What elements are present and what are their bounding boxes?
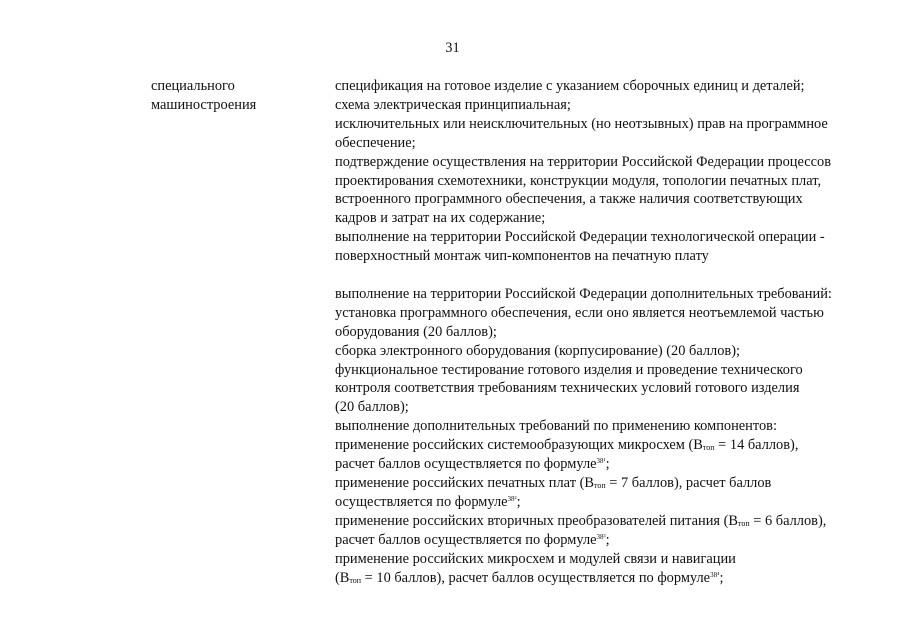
formula-line: применение российских системообразующих микросхем ($B_{топ} = 14$ баллов), [335,437,799,454]
paragraph-gap [335,266,875,285]
requirement-line: спецификация на готовое изделие с указанием сборочных единиц и деталей; [335,78,805,94]
category-line: машиностроения [151,96,257,113]
requirement-line: функциональное тестирование готового изделия и проведение технического [335,361,803,378]
formula-line: расчет баллов осуществляется по формуле$^{38^3}$; [335,531,610,548]
requirement-line: установка программного обеспечения, если оно является неотъемлемой частью [335,304,824,321]
category-column [151,77,321,115]
formula-line: расчет баллов осуществляется по формуле$^{38^1}$; [335,456,610,473]
requirement-line: встроенного программного обеспечения, а также наличия соответствующих [335,191,803,208]
page-number: 31 [445,40,460,56]
footnote-ref: 38² [507,494,517,503]
formula-line: ($B_{топ} = 10$ баллов), расчет баллов осуществляется по формуле$^{38^4}$; [335,569,724,586]
requirement-line: выполнение дополнительных требований по применению компонентов: [335,418,777,435]
requirement-line: проектирования схемотехники, конструкции модуля, топологии печатных плат, [335,172,822,189]
formula-line: применение российских микросхем и модулей связи и навигации [335,550,736,567]
requirement-line: выполнение на территории Российской Федерации технологической операции - [335,229,825,246]
formula-line: осуществляется по формуле$^{38^2}$; [335,493,521,510]
requirement-line: выполнение на территории Российской Федерации дополнительных требований: [335,285,832,302]
footnote-ref: 38⁴ [710,570,720,579]
requirement-line: поверхностный монтаж чип-компонентов на печатную плату [335,248,709,265]
requirement-line: обеспечение; [335,134,416,151]
requirement-line: схема электрическая принципиальная; [335,96,571,113]
category-line: специального [151,78,235,94]
requirement-line: сборка электронного оборудования (корпусирование) (20 баллов); [335,342,740,359]
footnote-ref: 38¹ [596,457,606,466]
requirement-line: (20 баллов); [335,399,409,416]
requirement-line: исключительных или неисключительных (но неотзывных) прав на программное [335,115,828,132]
requirements-column [335,77,875,587]
requirement-line: оборудования (20 баллов); [335,323,497,340]
requirement-line: подтверждение осуществления на территории Российской Федерации процессов [335,153,831,170]
formula-line: применение российских вторичных преобразователей питания ($B_{топ} = 6$ баллов), [335,512,827,529]
requirement-line: кадров и затрат на их содержание; [335,210,546,227]
footnote-ref: 38³ [596,532,606,541]
requirement-line: контроля соответствия требованиям технических условий готового изделия [335,380,800,397]
formula-line: применение российских печатных плат ($B_{топ} = 7$ баллов), расчет баллов [335,475,772,492]
